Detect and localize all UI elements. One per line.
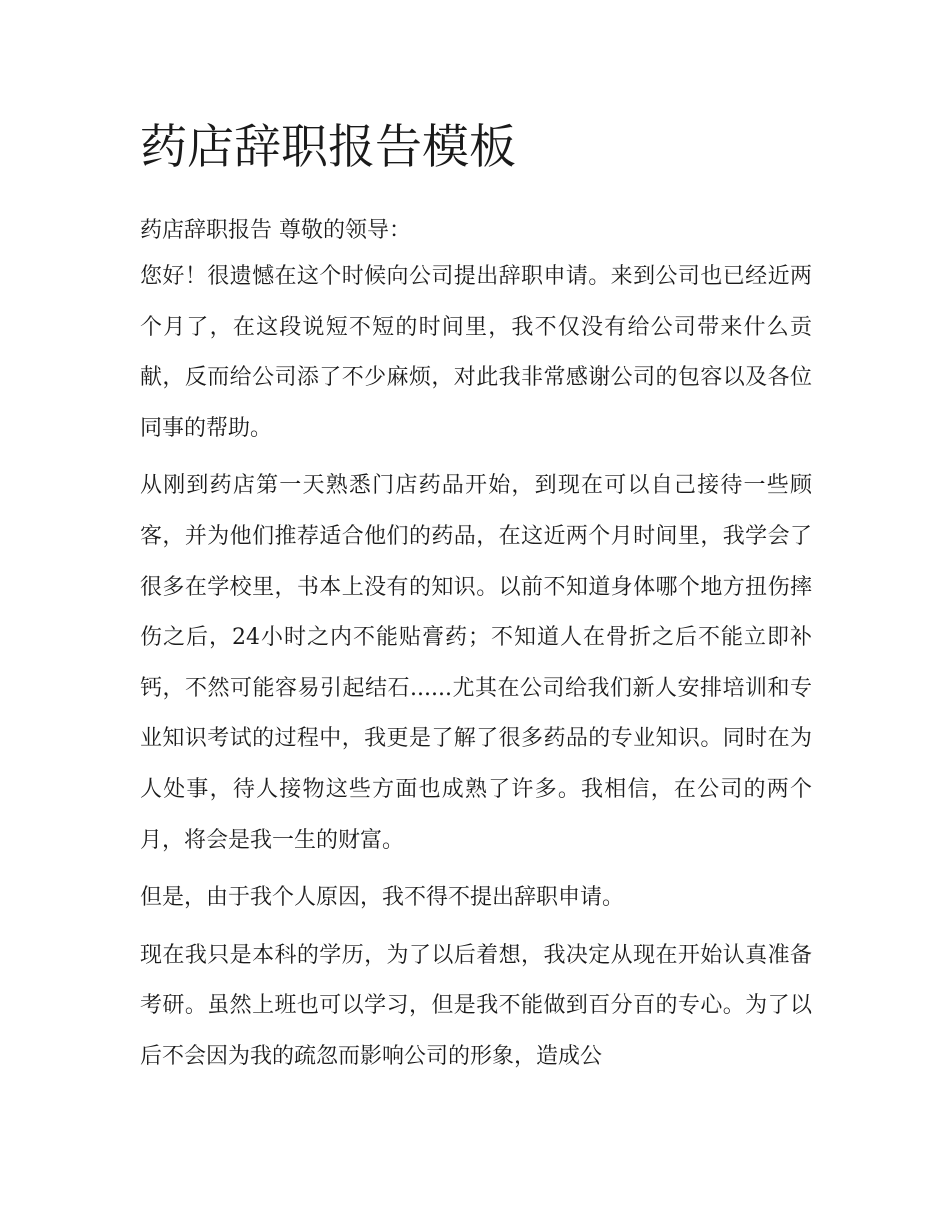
document-page <box>140 112 812 1083</box>
paragraph-1: 您好！很遗憾在这个时候向公司提出辞职申请。来到公司也已经近两个月了，在这段说短不短的时间里，我不仅没有给公司带来什么贡献，反而给公司添了不少麻烦，对此我非常感谢公司的包容以及各位同事的帮助。 <box>140 264 812 441</box>
document-body <box>140 252 812 1083</box>
paragraph-2: 从刚到药店第一天熟悉门店药品开始，到现在可以自己接待一些顾客，并为他们推荐适合他们的药品，在这近两个月时间里，我学会了很多在学校里，书本上没有的知识。以前不知道身体哪个地方扭伤摔伤之后，24小时之内不能贴膏药；不知道人在骨折之后不能立即补钙，不然可能容易引起结石......尤其在公司给我们新人安排培训和专业知识考试的过程中，我更是了解了很多药品的专业知识。同时在为人处事，待人接物这些方面也成熟了许多。我相信，在公司的两个月，将会是我一生的财富。 <box>140 473 812 853</box>
document-title: 药店辞职报告模板 <box>140 120 516 175</box>
salutation: 药店辞职报告 尊敬的领导： <box>140 218 411 243</box>
paragraph-3: 但是，由于我个人原因，我不得不提出辞职申请。 <box>140 885 625 911</box>
paragraph-4: 现在我只是本科的学历，为了以后着想，我决定从现在开始认真准备考研。虽然上班也可以学习，但是我不能做到百分百的专心。为了以后不会因为我的疏忽而影响公司的形象，造成公 <box>140 942 812 1069</box>
